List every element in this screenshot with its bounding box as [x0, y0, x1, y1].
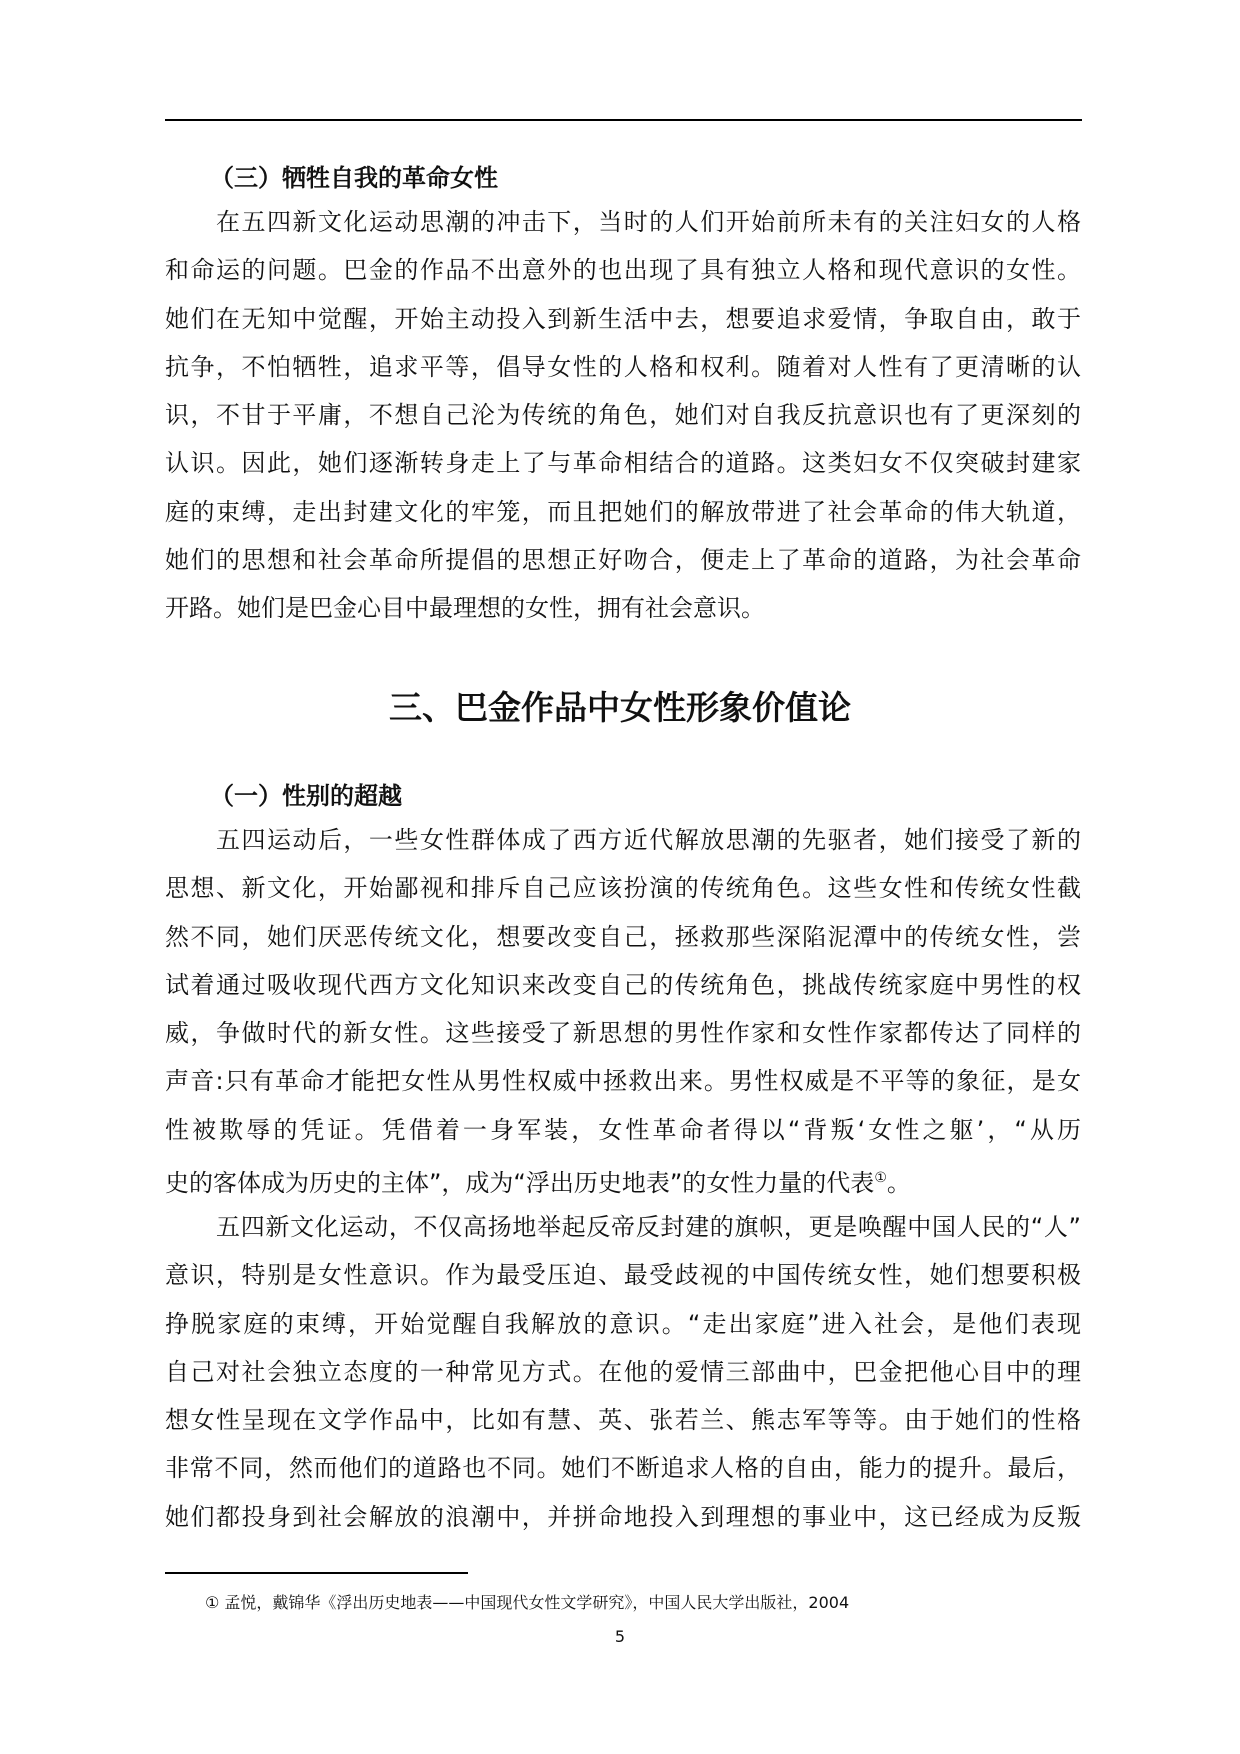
header-rule: [165, 119, 1082, 121]
text-line: 她们都投身到社会解放的浪潮中，并拼命地投入到理想的事业中，这已经成为反叛: [165, 1502, 1081, 1531]
text-span: 史的客体成为历史的主体”，成为“浮出历史地表”的女性力量的代表: [165, 1169, 875, 1198]
paragraph-2: [165, 816, 1081, 1202]
section-heading: （三）牺牲自我的革命女性: [210, 164, 498, 192]
text-line: 五四运动后，一些女性群体成了西方近代解放思潮的先驱者，她们接受了新的: [216, 826, 1081, 854]
text-line: 和命运的问题。巴金的作品不出意外的也出现了具有独立人格和现代意识的女性。: [165, 256, 1081, 285]
text-line: 自己对社会独立态度的一种常见方式。在他的爱情三部曲中，巴金把他心目中的理: [165, 1357, 1081, 1386]
text-line: 意识，特别是女性意识。作为最受压迫、最受歧视的中国传统女性，她们想要积极: [165, 1261, 1081, 1290]
text-line: 挣脱家庭的束缚，开始觉醒自我解放的意识。“走出家庭”进入社会，是他们表现: [165, 1309, 1081, 1338]
text-span: 。: [886, 1169, 911, 1198]
text-line: 抗争，不怕牺牲，追求平等，倡导女性的人格和权利。随着对人性有了更清晰的认: [165, 352, 1081, 381]
text-line: [165, 1154, 1081, 1202]
footnote: ① 孟悦，戴锦华《浮出历史地表——中国现代女性文学研究》，中国人民大学出版社，2004: [205, 1593, 850, 1612]
text-line: 性被欺辱的凭证。凭借着一身军装，女性革命者得以“背叛‘女性之躯’，“从历: [165, 1115, 1081, 1144]
text-line: 庭的束缚，走出封建文化的牢笼，而且把她们的解放带进了社会革命的伟大轨道，: [165, 497, 1081, 526]
text-line: 声音:只有革命才能把女性从男性权威中拯救出来。男性权威是不平等的象征，是女: [165, 1067, 1081, 1096]
text-line: 认识。因此，她们逐渐转身走上了与革命相结合的道路。这类妇女不仅突破封建家: [165, 449, 1081, 478]
text-line: 想女性呈现在文学作品中，比如有慧、英、张若兰、熊志军等等。由于她们的性格: [165, 1406, 1081, 1435]
text-line: 五四新文化运动，不仅高扬地举起反帝反封建的旗帜，更是唤醒中国人民的“人”: [216, 1213, 1081, 1241]
paragraph-1: [165, 198, 1081, 633]
text-line: 然不同，她们厌恶传统文化，想要改变自己，拯救那些深陷泥潭中的传统女性，尝: [165, 922, 1081, 951]
section-heading: （一）性别的超越: [210, 782, 402, 810]
footnote-reference[interactable]: ①: [874, 1170, 887, 1187]
paragraph-3: [165, 1203, 1081, 1541]
text-line: 思想、新文化，开始鄙视和排斥自己应该扮演的传统角色。这些女性和传统女性截: [165, 874, 1081, 903]
text-line: 识，不甘于平庸，不想自己沦为传统的角色，她们对自我反抗意识也有了更深刻的: [165, 401, 1081, 430]
text-line: 在五四新文化运动思潮的冲击下，当时的人们开始前所未有的关注妇女的人格: [216, 208, 1081, 236]
page-number: 5: [614, 1627, 626, 1646]
text-line: 试着通过吸收现代西方文化知识来改变自己的传统角色，挑战传统家庭中男性的权: [165, 970, 1081, 999]
footnote-separator: [165, 1572, 468, 1574]
text-line: 开路。她们是巴金心目中最理想的女性，拥有社会意识。: [165, 594, 765, 623]
text-line: 她们在无知中觉醒，开始主动投入到新生活中去，想要追求爱情，争取自由，敢于: [165, 304, 1081, 333]
text-line: 非常不同，然而他们的道路也不同。她们不断追求人格的自由，能力的提升。最后，: [165, 1454, 1081, 1483]
chapter-heading: 三、巴金作品中女性形象价值论: [389, 688, 851, 727]
text-line: 她们的思想和社会革命所提倡的思想正好吻合，便走上了革命的道路，为社会革命: [165, 546, 1081, 575]
text-line: 威，争做时代的新女性。这些接受了新思想的男性作家和女性作家都传达了同样的: [165, 1019, 1081, 1048]
